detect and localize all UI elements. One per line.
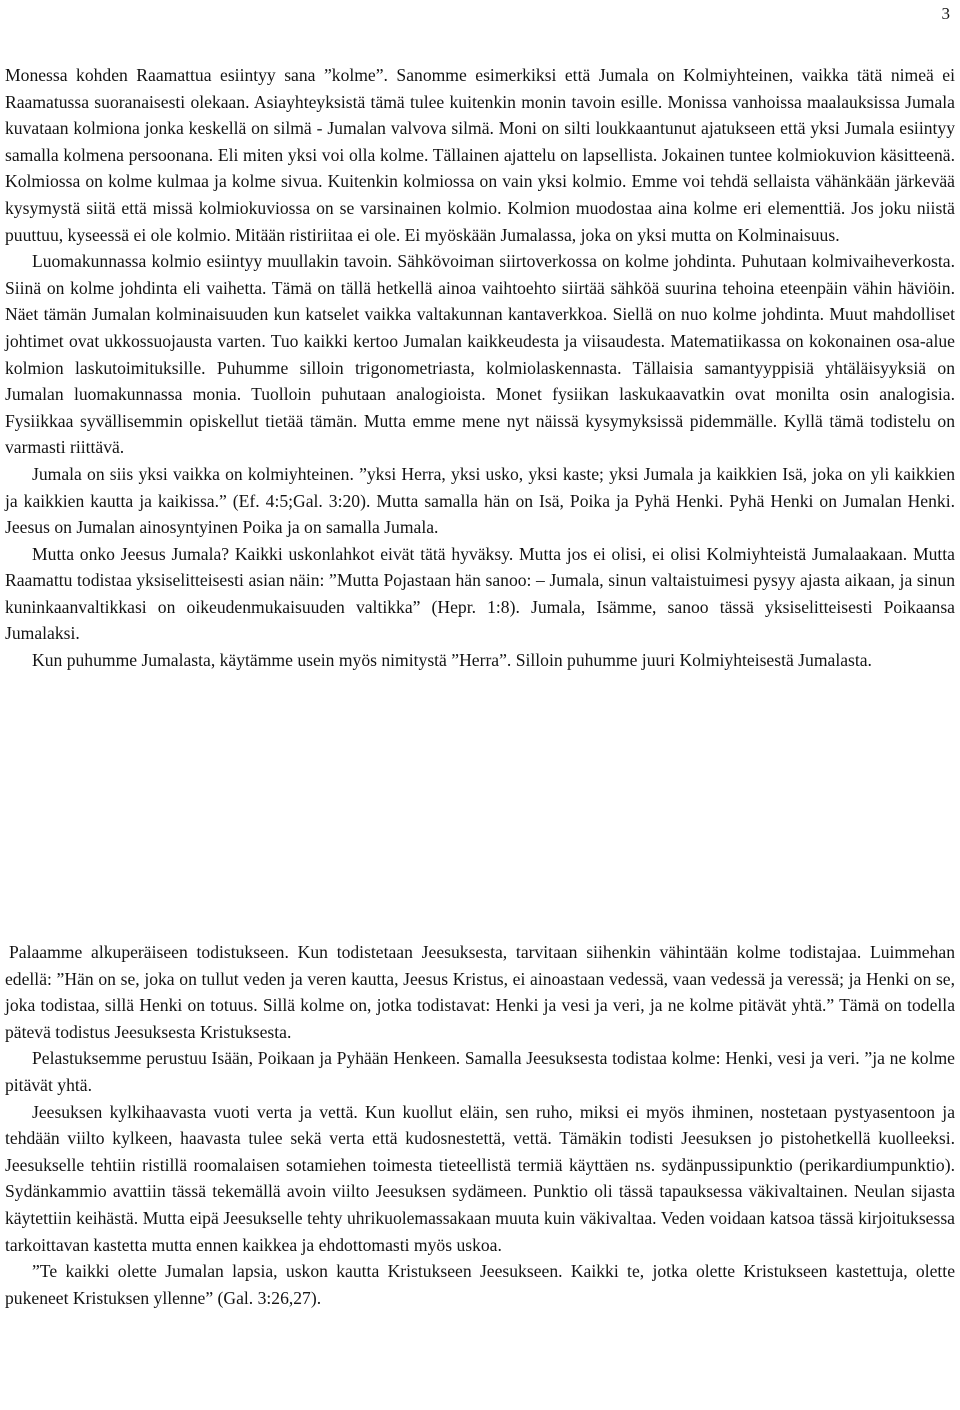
page-number: 3 xyxy=(941,4,950,23)
paragraph: Kun puhumme Jumalasta, käytämme usein myös nimitystä ”Herra”. Silloin puhumme juuri Kolmiyhteisestä Jumalasta. xyxy=(32,650,872,671)
paragraph: Pelastuksemme perustuu Isään, Poikaan ja Pyhään Henkeen. Samalla Jeesuksesta todistaa kolme: Henki, vesi ja veri. ”ja ne kolme pitävät yhtä. xyxy=(5,1048,955,1095)
paragraph: Mutta onko Jeesus Jumala? Kaikki uskonlahkot eivät tätä hyväksy. Mutta jos ei olisi, ei olisi Kolmiyhteistä Jumalaakaan. Mutta Raamattu todistaa yksiselitteisesti asian näin: ”Mutta Pojastaan hän sanoo: – Jumala, sinun valtaistuimesi pysyy ajasta aikaan, ja sinun kuninkaanvaltikkasi on oikeudenmukaisuuden valtikka” (Hepr. 1:8). Jumala, Isämme, sanoo tässä yksiselitteisesti Poikaansa Jumalaksi. xyxy=(5,543,955,644)
paragraph: ”Te kaikki olette Jumalan lapsia, uskon kautta Kristukseen Jeesukseen. Kaikki te, jotka olette Kristukseen kastettuja, olette pukeneet Kristuksen yllenne” (Gal. 3:26,27). xyxy=(5,1261,955,1308)
paragraph: Monessa kohden Raamattua esiintyy sana ”kolme”. Sanomme esimerkiksi että Jumala on Kolmiyhteinen, vaikka tätä nimeä ei Raamatussa suoranaisesti olekaan. Asiayhteyksistä tämä tulee kuitenkin monin tavoin esille. Monissa vanhoissa maalauksissa Jumala kuvataan kolmiona jonka keskellä on silmä - Jumalan valvova silmä. Moni on silti loukkaantunut ajatukseen että yksi Jumala esiintyy samalla kolmena persoonana. Eli miten yksi voi olla kolme. Tällainen ajattelu on lapsellista. Jokainen tuntee kolmiokuvion käsitteenä. Kolmiossa on kolme kulmaa ja kolme sivua. Kuitenkin kolmiossa on vain yksi kolmio. Emme voi tehdä sellaista vähänkään järkevää kysymystä siitä että missä kolmiokuviossa on se varsinainen kolmio. Kolmion muodostaa aina kolme eri elementtiä. Jos joku niistä puuttuu, kyseessä ei ole kolmio. Mitään ristiriitaa ei ole. Ei myöskään Jumalassa, joka on yksi mutta on Kolminaisuus. xyxy=(5,65,955,245)
text-section-testimony xyxy=(5,939,955,1311)
text-section-trinity xyxy=(5,62,955,674)
paragraph: Jeesuksen kylkihaavasta vuoti verta ja vettä. Kun kuollut eläin, sen ruho, miksi ei myös ihminen, nostetaan pystyasentoon ja tehdään viilto kylkeen, haavasta tulee sekä verta että kudosnestettä, vettä. Tämäkin todisti Jeesuksen jo pistohetkellä kuolleeksi. Jeesukselle tehtiin ristillä roomalaisen sotamiehen toimesta tieteellistä termiä käyttäen ns. sydänpussipunktio (perikardiumpunktio). Sydänkammio avattiin tässä tekemällä avoin viilto Jeesuksen sydämeen. Punktio oli tässä tapauksessa väkivaltainen. Neulan sijasta käytettiin keihästä. Mutta eipä Jeesukselle tehty uhrikuolemassakaan muuta kuin väkivaltaa. Veden voidaan katsoa tässä kirjoituksessa tarkoittavan kastetta mutta ennen kaikkea ja ehdottomasti myös uskoa. xyxy=(5,1101,955,1255)
paragraph: Palaamme alkuperäiseen todistukseen. Kun todistetaan Jeesuksesta, tarvitaan siihenkin vähintään kolme todistajaa. Luimmehan edellä: ”Hän on se, joka on tullut veden ja veren kautta, Jeesus Kristus, ei ainoastaan vedessä, vaan vedessä ja veressä; ja Henki on se, joka todistaa, sillä Henki on totuus. Sillä kolme on, jotka todistavat: Henki ja vesi ja veri, ja ne kolme pitävät yhtä.” Tämä on todella pätevä todistus Jeesuksesta Kristuksesta. xyxy=(5,942,955,1042)
paragraph: Jumala on siis yksi vaikka on kolmiyhteinen. ”yksi Herra, yksi usko, yksi kaste; yksi Jumala ja kaikkien Isä, joka on yli kaikkien ja kaikkien kautta ja kaikissa.” (Ef. 4:5;Gal. 3:20). Mutta samalla hän on Isä, Poika ja Pyhä Henki. Pyhä Henki on Jumalan Henki. Jeesus on Jumalan ainosyntyinen Poika ja on samalla Jumala. xyxy=(5,463,955,538)
paragraph: Luomakunnassa kolmio esiintyy muullakin tavoin. Sähkövoiman siirtoverkossa on kolme johdinta. Puhutaan kolmivaiheverkosta. Siinä on kolme johdinta eli vaihetta. Tämä on tällä hetkellä ainoa vaihtoehto siirtää sähköä suurina tehoina eteenpäin vähin häviöin. Näet tämän Jumalan kolminaisuuden kun katselet vaikka valtakunnan kantaverkkoa. Siellä on nuo kolme johdinta. Muut mahdolliset johtimet ovat ukkossuojausta varten. Tuo kaikki kertoo Jumalan kaikkeudesta ja viisaudesta. Matematiikassa on kokonainen osa-alue kolmion laskutoimituksille. Puhumme silloin trigonometriasta, kolmiolaskennasta. Tällaisia samantyyppisiä yhtäläisyyksiä on Jumalan luomakunnassa monia. Tuolloin puhutaan analogioista. Monet fysiikan laskukaavatkin ovat monilta osin analogisia. Fysiikkaa syvällisemmin opiskellut tietää tämän. Mutta emme mene nyt näissä kysymyksissä pidemmälle. Kyllä tämä todistelu on varmasti riittävä. xyxy=(5,251,955,458)
